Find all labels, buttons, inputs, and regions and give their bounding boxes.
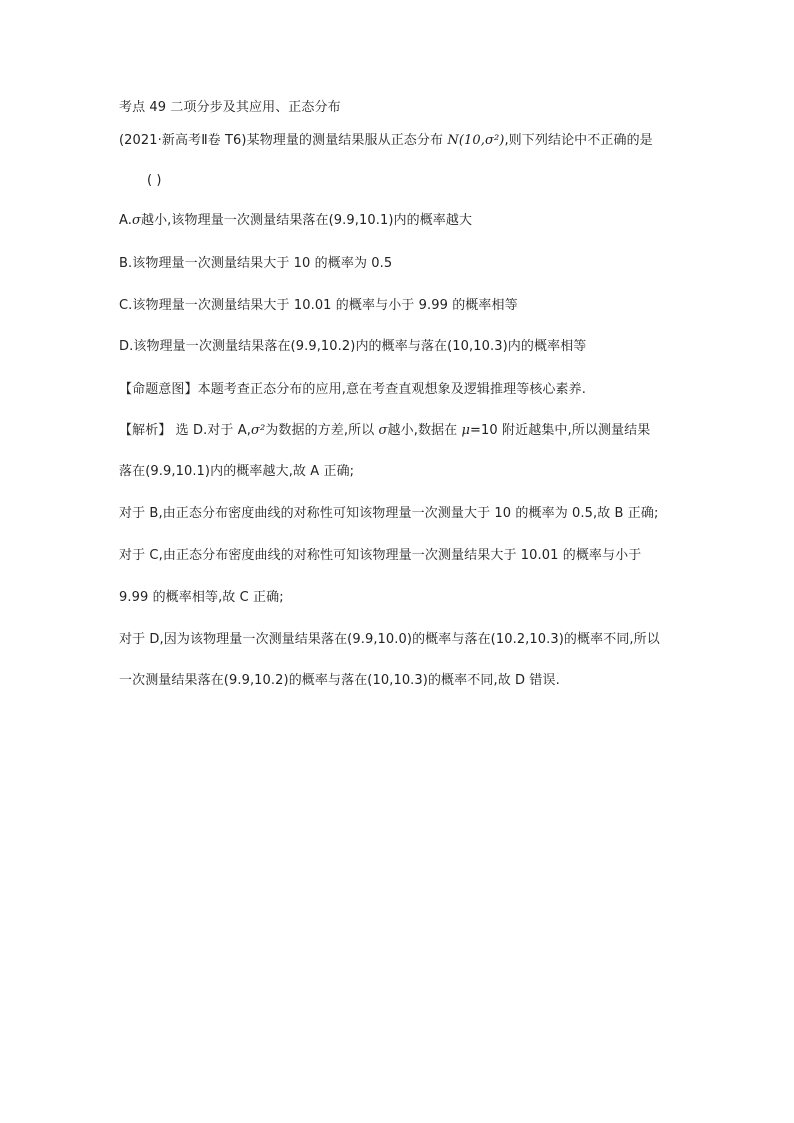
section-heading: 考点 49 二项分步及其应用、正态分布 — [119, 100, 341, 115]
option-b: B.该物理量一次测量结果大于 10 的概率为 0.5 — [119, 256, 393, 271]
option-a-text: 越小,该物理量一次测量结果落在(9.9,10.1)内的概率越大 — [140, 213, 473, 228]
solution-line-4: 对于 C,由正态分布密度曲线的对称性可知该物理量一次测量结果大于 10.01 的概率与小于 — [119, 548, 642, 563]
option-c: C.该物理量一次测量结果大于 10.01 的概率与小于 9.99 的概率相等 — [119, 298, 518, 313]
normal-distribution-notation: N(10,σ²) — [447, 133, 505, 148]
option-d: D.该物理量一次测量结果落在(9.9,10.2)内的概率与落在(10,10.3)内的概率相等 — [119, 339, 587, 354]
solution-line-1-a: 【解析】 选 D.对于 A, — [119, 423, 251, 438]
question-stem-suffix: ,则下列结论中不正确的是 — [504, 133, 653, 148]
solution-line-1-d: =10 附近越集中,所以测量结果 — [470, 423, 651, 438]
solution-line-1-c: 越小,数据在 — [387, 423, 462, 438]
solution-line-2: 落在(9.9,10.1)内的概率越大,故 A 正确; — [119, 464, 355, 479]
option-a — [119, 213, 472, 229]
answer-blank: ( ) — [147, 173, 162, 188]
option-a-sigma: σ — [132, 213, 141, 228]
solution-line-1 — [119, 423, 650, 439]
solution-line-6: 对于 D,因为该物理量一次测量结果落在(9.9,10.0)的概率与落在(10.2,10.3)的概率不同,所以 — [119, 632, 660, 647]
solution-line-7: 一次测量结果落在(9.9,10.2)的概率与落在(10,10.3)的概率不同,故 D 错误. — [119, 673, 560, 688]
solution-line-5: 9.99 的概率相等,故 C 正确; — [119, 590, 284, 605]
option-a-letter: A. — [119, 213, 132, 228]
solution-line-1-b: 为数据的方差,所以 — [265, 423, 379, 438]
sigma-symbol: σ — [378, 423, 388, 438]
variance-symbol: σ² — [250, 423, 266, 438]
question-stem — [119, 133, 653, 149]
question-stem-prefix: (2021·新高考Ⅱ卷 T6)某物理量的测量结果服从正态分布 — [119, 133, 448, 148]
intent-note: 【命题意图】本题考查正态分布的应用,意在考查直观想象及逻辑推理等核心素养. — [119, 382, 586, 397]
mu-symbol: μ — [461, 423, 471, 438]
solution-line-3: 对于 B,由正态分布密度曲线的对称性可知该物理量一次测量大于 10 的概率为 0.5,故 B 正确; — [119, 506, 659, 521]
